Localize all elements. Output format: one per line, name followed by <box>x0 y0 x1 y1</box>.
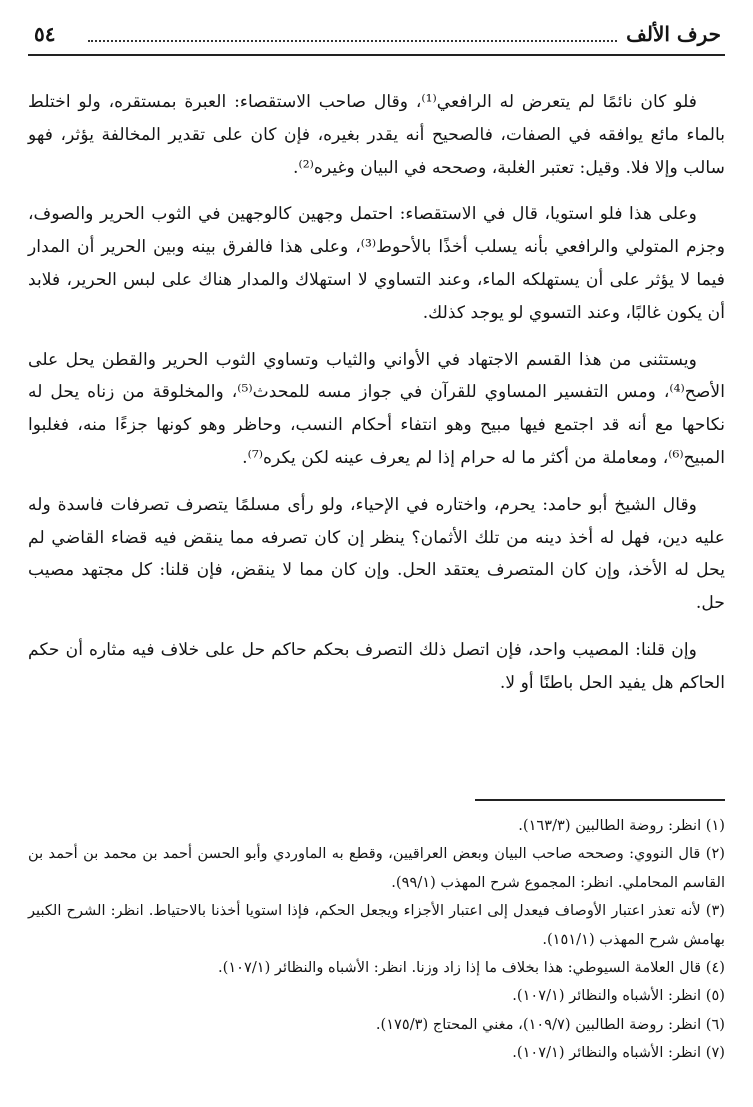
paragraph: وقال الشيخ أبو حامد: يحرم، واختاره في الإحياء، ولو رأى مسلمًا يتصرف تصرفات فاسدة وله عليه دين، فهل له أخذ دينه من تلك الأثمان؟ ينظر إن كان تصرفه مما ينقض فيه قضاء القاضي لم يحل له الأخذ، وإن كان المتصرف يعتقد الحل. وإن كان مما لا ينقض، فإن قلنا: كل مجتهد مصيب حل. <box>28 494 725 614</box>
footnote: (٢) قال النووي: وصححه صاحب البيان وبعض العراقيين، وقطع به الماوردي وأبو الحسن أحمد بن محمد بن أحمد بن القاسم المحاملي. انظر: المجموع شرح المهذب (٩٩/١). <box>28 845 725 891</box>
header-rule <box>28 54 725 56</box>
footnote-separator <box>475 799 725 801</box>
page-number: ٥٤ <box>34 22 56 46</box>
footnotes <box>28 812 725 1068</box>
page-header <box>28 14 725 54</box>
paragraph: وإن قلنا: المصيب واحد، فإن اتصل ذلك التصرف بحكم حاكم حل على خلاف فيه مثاره أن حكم الحاكم هل يفيد الحل باطنًا أو لا. <box>28 639 725 693</box>
paragraph: ويستثنى من هذا القسم الاجتهاد في الأواني والثياب وتساوي الثوب الحرير والقطن يحل على الأصح⁽⁴⁾، ومس التفسير المساوي للقرآن في جواز مسه للمحدث⁽⁵⁾، والمخلوقة من زناه يحل له نكاحها مع أنه قد اجتمع فيها مبيح وهو انتفاء أحكام النسب، وحاظر وهو كونها جزءًا منه، فغلبوا المبيح⁽⁶⁾، ومعاملة من أكثر ما له حرام إذا لم يعرف عينه لكن يكره⁽⁷⁾. <box>28 349 725 468</box>
dotted-leader <box>88 40 617 42</box>
chapter-title: حرف الألف <box>626 22 721 46</box>
footnote: (٣) لأنه تعذر اعتبار الأوصاف فيعدل إلى اعتبار الأجزاء ويجعل الحكم، فإذا استويا أخذنا بالاحتياط. انظر: الشرح الكبير بهامش شرح المهذب (١٥١/١). <box>28 902 725 948</box>
footnote: (٧) انظر: الأشباه والنظائر (١٠٧/١). <box>512 1044 725 1062</box>
footnote: (٤) قال العلامة السيوطي: هذا بخلاف ما إذا زاد وزنا. انظر: الأشباه والنظائر (١٠٧/١). <box>217 959 725 977</box>
footnote: (١) انظر: روضة الطالبين (١٦٣/٣). <box>518 817 725 834</box>
footnote: (٦) انظر: روضة الطالبين (١٠٩/٧)، مغني المحتاج (١٧٥/٣). <box>375 1015 725 1033</box>
footnote: (٥) انظر: الأشباه والنظائر (١٠٧/١). <box>512 987 725 1005</box>
paragraph: وعلى هذا فلو استويا، قال في الاستقصاء: احتمل وجهين كالوجهين في الثوب الحرير والصوف، وجزم المتولي والرافعي بأنه يسلب أخذًا بالأحوط⁽³⁾، وعلى هذا فالفرق بينه وبين الحرير أن المدار فيما لا يؤثر على أن يستهلكه الماء، وعند التساوي لا استهلاك والمدار هناك على لبس الحرير، فلابد أن يكون غالبًا، وعند التسوي لو يوجد كذلك. <box>28 204 725 323</box>
main-text <box>28 86 725 714</box>
book-page <box>28 14 725 1094</box>
paragraph: فلو كان نائمًا لم يتعرض له الرافعي⁽¹⁾، وقال صاحب الاستقصاء: العبرة بمستقره، ولو اختلط بالماء مائع يوافقه في الصفات، فالصحيح أنه يقدر بغيره، فإن كان على تقدير المخالفة يؤثر، فهو سالب وإلا فلا. وقيل: تعتبر الغلبة، وصححه في البيان وغيره⁽²⁾. <box>28 92 725 178</box>
